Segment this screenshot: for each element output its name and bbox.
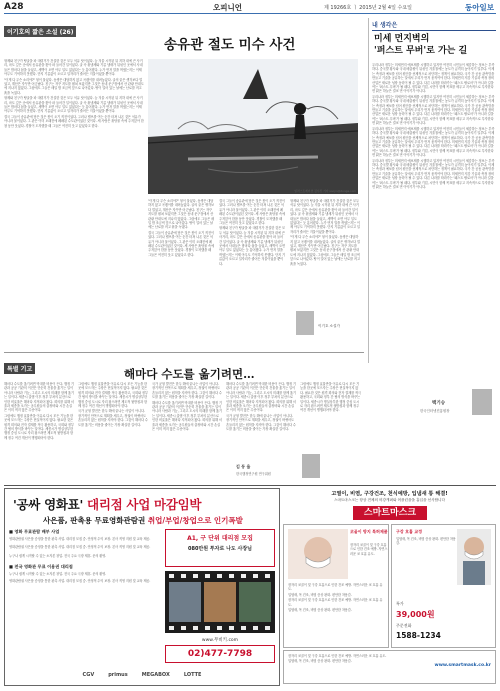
ad-headline: '공싸 영화표' 대리점 사업 마감임박 [13,497,202,512]
sponsor-logo: MEGABOX [141,672,170,678]
movie-ticket-ad [4,488,280,686]
section-name: 오피니언 [213,3,242,12]
article-body-mid: "이게 다 무슨 소리야?" 형이 물었다. 동생은 대답하지 않고 곡괭이를 내려놓았다. 굴의 끝은 생각보다 멀었고, 계산은 자꾸만 어긋났다. 친구는 자꾸 지도를 펼쳐 보았지만 그것은 동네 문구점에서 산 관광 안내도에 지나지 않았다. 그럼에도 그들은 매일 밤 조금씩 앞으로 나아갔다. 땅이 얼어 있는 날에는 난로를 켜고 흙을 녹였다. 결국 그들이 송유관에 닿은 것은 봄이 오기 직전이었다. 그러나 밸브를 여는 순간 터져 나온 것은 석유가 아니라 물이었다. 그 관은 이미 오래전에 폐쇄된 수도관이었던 것이다. 세 사람은 흙탕물 속에 주저앉아 한참 동안 웃었다. 경찰이 도착했을 때 그들은 여전히 웃고 있었다고 한다. [148,199,214,257]
article-body-left: 형제와 친구가 땅굴을 파 대령거가 건설한 것은 모두 석유 탓이었다. 늦 겨울 시작된 뒤 지하 내에 큰 사거리, 마도 깊은 곳에서 송유관을 찾아 파 들어간 일이었다. 굴 속 흙냄새와 기름 냄새가 뒤섞인 곳에서 사내들은 밤마다 삽을 들었고, 새벽이 오면 아무 일도 없었다는 듯 흩어졌다. 누가 먼저 말을 꺼냈는지는 이제 아무도 기억하지 못했다. 단지 기름값이 오르고 일자리가 줄어든 겨울이었을 뿐이다. "이게 다 무슨 소리야?" 형이 물었다. 동생은 대답하지 않고 곡괭이를 내려놓았다. 굴의 끝은 생각보다 멀었고, 계산은 자꾸만 어긋났다. 친구는 자꾸 지도를 펼쳐 보았지만 그것은 동네 문구점에서 산 관광 안내도에 지나지 않았다. 그럼에도 그들은 매일 밤 조금씩 앞으로 나아갔다. 땅이 얼어 있는 날에는 난로를 켜고 흙을 녹였다. 형제와 친구가 땅굴을 파 대령거가 건설한 것은 모두 석유 탓이었다. 늦 겨울 시작된 뒤 지하 내에 큰 사거리, 마도 깊은 곳에서 송유관을 찾아 파 들어간 일이었다. 굴 속 흙냄새와 기름 냄새가 뒤섞인 곳에서 사내들은 밤마다 삽을 들었고, 새벽이 오면 아무 일도 없었다는 듯 흩어졌다. 누가 먼저 말을 꺼냈는지는 이제 아무도 기억하지 못했다. 단지 기름값이 오르고 일자리가 줄어든 겨울이었을 뿐이다. 결국 그들이 송유관에 닿은 것은 봄이 오기 직전이었다. 그러나 밸브를 여는 순간 터져 나온 것은 석유가 아니라 물이었다. 그 관은 이미 오래전에 폐쇄된 수도관이었던 것이다. 세 사람은 흙탕물 속에 주저앉아 한참 동안 웃었다. 경찰이 도착했을 때 그들은 여전히 웃고 있었다고 한다. [4,59,144,128]
story-illustration [148,59,358,194]
sponsor-logo: CGV [82,672,95,678]
opinion-label-text: 내 생각은 [372,22,398,29]
mask-price: 39,000원 [396,610,435,619]
mask-headline: 고열이, 비염, 구강건조, 천식예방, 입냄새 통 해결! [331,491,448,497]
article-body-mid2: 결국 그들이 송유관에 닿은 것은 봄이 오기 직전이었다. 그러나 밸브를 여는 순간 터져 나온 것은 석유가 아니라 물이었다. 그 관은 이미 오래전에 폐쇄된 수도관이었던 것이다. 세 사람은 흙탕물 속에 주저앉아 한참 동안 웃었다. 경찰이 도착했을 때 그들은 여전히 웃고 있었다고 한다. 형제와 친구가 땅굴을 파 대령거가 건설한 것은 모두 석유 탓이었다. 늦 겨울 시작된 뒤 지하 내에 큰 사거리, 마도 깊은 곳에서 송유관을 찾아 파 들어간 일이었다. 굴 속 흙냄새와 기름 냄새가 뒤섞인 곳에서 사내들은 밤마다 삽을 들었고, 새벽이 오면 아무 일도 없었다는 듯 흩어졌다. 누가 먼저 말을 꺼냈는지는 이제 아무도 기억하지 못했다. 단지 기름값이 오르고 일자리가 줄어든 겨울이었을 뿐이다. [219,199,285,266]
author-photo [296,311,314,335]
ad-body-left: ■ 영화 무료관람 배부 사업 영화관람권 사은품 증정을 통한 판촉 사업. 대리점 모집 중. 안정적 수익 보장. 본사 직영 지원 및 교육 제공. 영화관람권 사은품 증정을 통한 판촉 사업. 대리점 모집 중. 안정적 수익 보장. 본사 직영 지원 및 교육 제공. 누구나 쉽게 시작할 수 있는 소자본 창업. 전국 주요 극장 제휴. 문의 환영. ■ 전국 영화관 무료 이용권 대리점 누구나 쉽게 시작할 수 있는 소자본 창업. 전국 주요 극장 제휴. 문의 환영. 영화관람권 사은품 증정을 통한 판촉 사업. 대리점 모집 중. 안정적 수익 보장. 본사 직영 지원 및 교육 제공. [9,529,151,583]
illustration-image [148,59,358,194]
special-label [4,356,35,375]
short-story-column [4,19,364,349]
page-number: A28 [4,2,24,12]
ad-phone: 02)477-7798 [187,649,253,659]
special-body-1: 해마다 수도를 옮기려면 막대한 비용이 든다. 행정 기관과 공공 기관의 이전은 단순히 건물을 옮기는 일이 아니라 사람과 기능, 그리고 도시의 미래를 함께 옮기는 일이다. 세종시 출범 이후 정부 부처의 분산으로 인한 비효율은 해마다 지적되어 왔다. 회의를 위해 서울과 세종을 오가는 공무원들의 출장비와 시간 손실은 이미 적지 않은 수준이다. 그럼에도 행정 효율만을 이유로 다시 모든 기능을 한곳에 모으자는 주장은 현실적이지 않다. 필요한 것은 원격 회의와 전자 결재를 적극 활용하고, 국회와 정부 간 협의 방식을 바꾸는 일이다. 세종시가 명실상부한 행정 중심 도시로 자리 잡으려면 제도적 뒷받침과 함께 정주 여건 개선이 병행되어야 한다. [4,382,74,440]
sponsor-logo: LOTTE [183,672,202,678]
special-contribution [4,356,364,484]
author-name: 이기호 소설가 [318,324,340,328]
opinion-author-name: 백기승 [432,401,446,406]
sponsor-logo: primus [108,672,128,678]
column-divider [368,18,369,363]
ad-recruit-box: A1, 구 단위 대리점 모집 080만원 투자로 나도 사장님 [165,529,275,567]
special-author-name: 김 동 율 [236,464,251,469]
mask-box-2: 구강 호흡 교정 입냄새, 목 건조, 비염 증상 완화. 편안한 착용감. 특가 39,000원 주문전화 1588-1234 [391,524,496,648]
smart-mask-ad [283,488,496,686]
mask-banner: 스마트마스크 [353,506,427,520]
page-header [4,0,496,14]
special-label-text: 특별 기고 [4,363,35,374]
special-title: 해마다 수도를 옮기려면… [124,367,255,381]
column-label [4,19,76,38]
opinion-title [374,33,467,57]
opinion-byline [372,400,496,480]
ad-rule [4,485,496,486]
film-strip-image [165,571,275,633]
special-body-3: 국가 균형 발전은 한두 해에 끝나는 사업이 아니다. 장기적인 안목으로 계획을 세우고, 정권이 바뀌어도 흔들리지 않는 원칙을 지켜야 한다. 그것이 해마다 수도를 옮기는 비용을 줄이는 가장 확실한 길이다. 해마다 수도를 옮기려면 막대한 비용이 든다. 행정 기관과 공공 기관의 이전은 단순히 건물을 옮기는 일이 아니라 사람과 기능, 그리고 도시의 미래를 함께 옮기는 일이다. 세종시 출범 이후 정부 부처의 분산으로 인한 비효율은 해마다 지적되어 왔다. 회의를 위해 서울과 세종을 오가는 공무원들의 출장비와 시간 손실은 이미 적지 않은 수준이다. [152,382,222,432]
image-caption: 일러스트레이션 김수진 기자 soojin@donga.com [294,189,356,193]
opinion-title-line1: 미세 먼지벽의 [374,34,430,44]
opinion-title-line2: '퍼스트 무버'로 가는 길 [374,46,468,56]
special-body-5: 그럼에도 행정 효율만을 이유로 다시 모든 기능을 한곳에 모으자는 주장은 현실적이지 않다. 필요한 것은 원격 회의와 전자 결재를 적극 활용하고, 국회와 정부 간 협의 방식을 바꾸는 일이다. 세종시가 명실상부한 행정 중심 도시로 자리 잡으려면 제도적 뒷받침과 함께 정주 여건 개선이 병행되어야 한다. [300,382,361,413]
column-label-text: 이기호의 짧은 소설 (26) [4,26,76,37]
opinion-label [372,19,496,31]
ad-subline: 사은품, 판촉용 무료영화관람권 취업/부업/창업으로 인기폭발 [43,516,243,525]
opinion-body: 우리나라 정부는 미세먼지 예보제를 시행하고 있지만 여전히 시민들이 체감하는 정보는 부족하다. 중국발 황사와 국내 배출원이 뒤섞인 겨울철에는 농도가 급격히 높아지기 일쑤다. 이제는 측정과 예보를 넘어 원인을 선제적으로 차단하는 정책이 필요하다. 국가 간 공동 관측망을 만들고 기술을 공유하는 일에서 우리가 먼저 움직여야 한다. 미세먼지 저감 기술과 측정 장비 산업은 새로운 성장 동력이 될 수 있다. 다른 나라를 따라가는 '패스트 팔로어'가 아니라 길을 여는 '퍼스트 무버'가 될 때다. 정부와 기업, 시민이 함께 목표를 세우고 지속적으로 투자한다면 맑은 하늘은 결코 먼 이야기가 아니다. 우리나라 정부는 미세먼지 예보제를 시행하고 있지만 여전히 시민들이 체감하는 정보는 부족하다. 중국발 황사와 국내 배출원이 뒤섞인 겨울철에는 농도가 급격히 높아지기 일쑤다. 이제는 측정과 예보를 넘어 원인을 선제적으로 차단하는 정책이 필요하다. 국가 간 공동 관측망을 만들고 기술을 공유하는 일에서 우리가 먼저 움직여야 한다. 미세먼지 저감 기술과 측정 장비 산업은 새로운 성장 동력이 될 수 있다. 다른 나라를 따라가는 '패스트 팔로어'가 아니라 길을 여는 '퍼스트 무버'가 될 때다. 정부와 기업, 시민이 함께 목표를 세우고 지속적으로 투자한다면 맑은 하늘은 결코 먼 이야기가 아니다. 우리나라 정부는 미세먼지 예보제를 시행하고 있지만 여전히 시민들이 체감하는 정보는 부족하다. 중국발 황사와 국내 배출원이 뒤섞인 겨울철에는 농도가 급격히 높아지기 일쑤다. 이제는 측정과 예보를 넘어 원인을 선제적으로 차단하는 정책이 필요하다. 국가 간 공동 관측망을 만들고 기술을 공유하는 일에서 우리가 먼저 움직여야 한다. 미세먼지 저감 기술과 측정 장비 산업은 새로운 성장 동력이 될 수 있다. 다른 나라를 따라가는 '패스트 팔로어'가 아니라 길을 여는 '퍼스트 무버'가 될 때다. 정부와 기업, 시민이 함께 목표를 세우고 지속적으로 투자한다면 맑은 하늘은 결코 먼 이야기가 아니다. 우리나라 정부는 미세먼지 예보제를 시행하고 있지만 여전히 시민들이 체감하는 정보는 부족하다. 중국발 황사와 국내 배출원이 뒤섞인 겨울철에는 농도가 급격히 높아지기 일쑤다. 이제는 측정과 예보를 넘어 원인을 선제적으로 차단하는 정책이 필요하다. 국가 간 공동 관측망을 만들고 기술을 공유하는 일에서 우리가 먼저 움직여야 한다. 미세먼지 저감 기술과 측정 장비 산업은 새로운 성장 동력이 될 수 있다. 다른 나라를 따라가는 '패스트 팔로어'가 아니라 길을 여는 '퍼스트 무버'가 될 때다. 정부와 기업, 시민이 함께 목표를 세우고 지속적으로 투자한다면 맑은 하늘은 결코 먼 이야기가 아니다. [372,63,495,189]
mask-model-image [457,529,491,585]
opinion-author-title: 한국인터넷진흥원장 [420,409,450,413]
mask-order-label: 주문전화 [396,623,412,628]
mask-product-image [288,529,348,579]
article-title: 송유관 절도 미수 사건 [164,37,296,53]
ad-url: www.무비키.com [201,638,239,643]
special-author-photo [302,454,320,478]
ad-phone-box [165,645,275,663]
mask-box-1: 코골이 방지 특허제품 잠자리 코골이 및 구강 호흡으로 인한 건조 예방. 자연스러운 코 호흡 유도. 잠자리 코골이 및 구강 호흡으로 인한 건조 예방. 자연스러운 코 호흡 유도. 입냄새, 목 건조, 비염 증상 완화. 편안한 착용감. 잠자리 코골이 및 구강 호흡으로 인한 건조 예방. 자연스러운 코 호흡 유도. 입냄새, 목 건조, 비염 증상 완화. 편안한 착용감. [283,524,389,648]
section-rule [4,352,364,353]
ad-sponsor-logos [9,669,275,681]
special-body-4: 해마다 수도를 옮기려면 막대한 비용이 든다. 행정 기관과 공공 기관의 이전은 단순히 건물을 옮기는 일이 아니라 사람과 기능, 그리고 도시의 미래를 함께 옮기는 일이다. 세종시 출범 이후 정부 부처의 분산으로 인한 비효율은 해마다 지적되어 왔다. 회의를 위해 서울과 세종을 오가는 공무원들의 출장비와 시간 손실은 이미 적지 않은 수준이다. 국가 균형 발전은 한두 해에 끝나는 사업이 아니다. 장기적인 안목으로 계획을 세우고, 정권이 바뀌어도 흔들리지 않는 원칙을 지켜야 한다. 그것이 해마다 수도를 옮기는 비용을 줄이는 가장 확실한 길이다. [226,382,296,432]
special-author-title: 한국행정연구원 연구위원 [236,472,271,476]
mask-sub: 스마트마스크는 항상 전체의 비강캐퍼와 어플린을을 흡입을 선사합니다 [334,498,445,502]
article-body-right: 형제와 친구가 땅굴을 파 대령거가 건설한 것은 모두 석유 탓이었다. 늦 겨울 시작된 뒤 지하 내에 큰 사거리, 마도 깊은 곳에서 송유관을 찾아 파 들어간 일이었다. 굴 속 흙냄새와 기름 냄새가 뒤섞인 곳에서 사내들은 밤마다 삽을 들었고, 새벽이 오면 아무 일도 없었다는 듯 흩어졌다. 누가 먼저 말을 꺼냈는지는 이제 아무도 기억하지 못했다. 단지 기름값이 오르고 일자리가 줄어든 겨울이었을 뿐이다. "이게 다 무슨 소리야?" 형이 물었다. 동생은 대답하지 않고 곡괭이를 내려놓았다. 굴의 끝은 생각보다 멀었고, 계산은 자꾸만 어긋났다. 친구는 자꾸 지도를 펼쳐 보았지만 그것은 동네 문구점에서 산 관광 안내도에 지나지 않았다. 그럼에도 그들은 매일 밤 조금씩 앞으로 나아갔다. 땅이 얼어 있는 날에는 난로를 켜고 흙을 녹였다. [290,199,360,266]
mask-box-1-body: 잠자리 코골이 및 구강 호흡으로 인한 건조 예방. 자연스러운 코 호흡 유도. 입냄새, 목 건조, 비염 증상 완화. 편안한 착용감. 잠자리 코골이 및 구강 호흡으로 인한 건조 예방. 자연스러운 코 호흡 유도. 입냄새, 목 건조, 비염 증상 완화. 편안한 착용감. [288,583,383,613]
issue-date: 제 19266호 ㅣ 2015년 2월 4일 수요일 [324,5,412,11]
mask-footer-box: 잠자리 코골이 및 구강 호흡으로 인한 건조 예방. 자연스러운 코 호흡 유도. 입냄새, 목 건조, 비염 증상 완화. 편안한 착용감. www.smartmask.co.kr [283,650,496,684]
mask-url: www.smartmask.co.kr [434,663,491,668]
mask-order-phone: 1588-1234 [396,631,441,640]
mask-price-label: 특가 [396,601,404,606]
special-body-2: 그럼에도 행정 효율만을 이유로 다시 모든 기능을 한곳에 모으자는 주장은 현실적이지 않다. 필요한 것은 원격 회의와 전자 결재를 적극 활용하고, 국회와 정부 간 협의 방식을 바꾸는 일이다. 세종시가 명실상부한 행정 중심 도시로 자리 잡으려면 제도적 뒷받침과 함께 정주 여건 개선이 병행되어야 한다. 국가 균형 발전은 한두 해에 끝나는 사업이 아니다. 장기적인 안목으로 계획을 세우고, 정권이 바뀌어도 흔들리지 않는 원칙을 지켜야 한다. 그것이 해마다 수도를 옮기는 비용을 줄이는 가장 확실한 길이다. [78,382,148,427]
opinion-column [372,19,496,349]
newspaper-logo: 동아일보 [465,3,494,12]
